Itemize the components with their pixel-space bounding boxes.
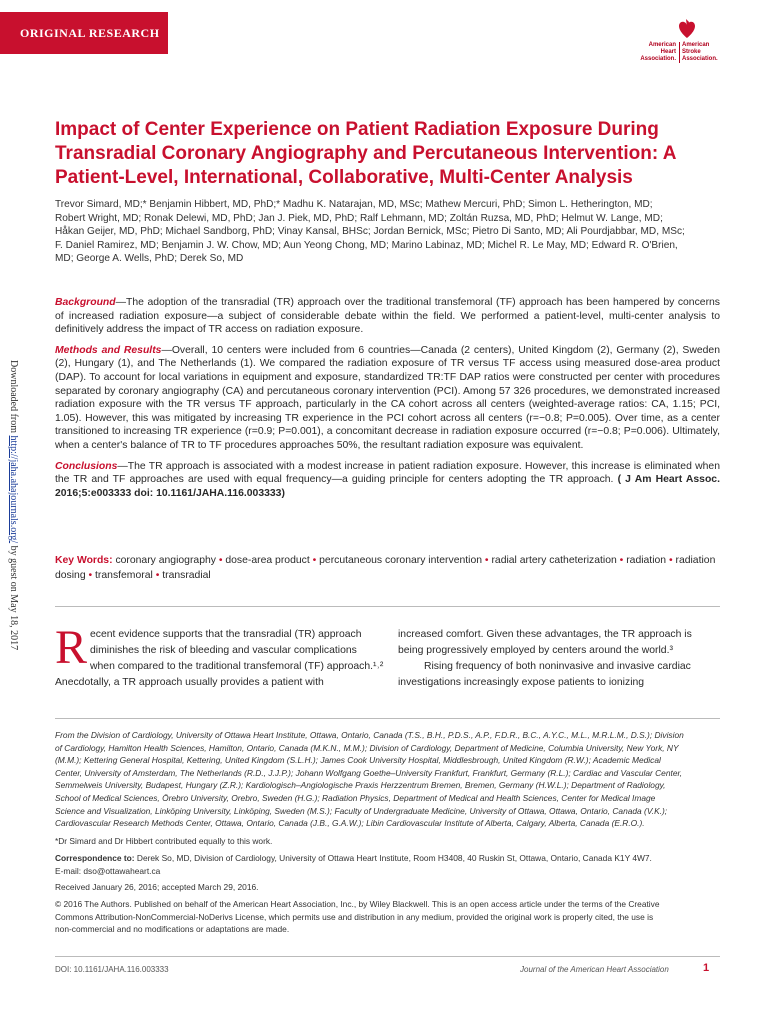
section-banner (0, 12, 168, 54)
keywords: Key Words: coronary angiography • dose-area product • percutaneous coronary intervention • radial artery catheterization • radiation • radiation dosing • transfemoral • transradial (55, 555, 716, 581)
journal-link[interactable]: http://jaha.ahajournals.org/ (8, 435, 19, 544)
download-stamp: Downloaded from http://jaha.ahajournals.org/ by guest on May 18, 2017 (8, 360, 19, 651)
divider (55, 718, 720, 719)
divider (55, 956, 720, 957)
logo-stroke-text: American Stroke Association. (682, 42, 718, 62)
logo-heart-text: American Heart Association. (640, 42, 676, 62)
banner-label: ORIGINAL RESEARCH (20, 26, 160, 40)
equal-contribution-note: *Dr Simard and Dr Hibbert contributed equally to this work. (55, 836, 273, 846)
email[interactable]: E-mail: dso@ottawaheart.ca (55, 865, 161, 876)
article-title: Impact of Center Experience on Patient Radiation Exposure During Transradial Coronary Angiography and Percutaneous Intervention: A Patient-Level, International, Collaborative, Multi-Center Analysis (55, 119, 677, 188)
heart-torch-icon (667, 18, 707, 42)
affiliations: From the Division of Cardiology, University of Ottawa Heart Institute, Ottawa, Ontario, Canada (T.S., B.H., P.D.S., A.P., F.D.R., B.C., A.Y.C., M.L., M.R.L.M., D.S.); Division of Cardiology, Hamilton Health Sciences, Hamilton, Ontario, Canada (M.K.N., M.M.); Division of Cardiology, Department of Medicine, Columbia University, New York, NY (M.M.); Kettering General Hospital, Kettering, United Kingdom (S.L.H.); James Cook University Hospital, Middlesbrough, United Kingdom (R.W.); Academic Medical Center, University of Amsterdam, The Netherlands (R.D., J.J.P.); Johann Wolfgang Goethe–University Frankfurt, Frankfurt, Germany (R.L.); Cardiac and Vascular Center, Semmelweis University, Budapest, Hungary (Z.R.); Kardiologisch–Angiologische Praxis Herzzentrum Bremen, Bremen, Germany (H.W.L.); Department of Radiology, School of Medical Sciences, Örebro University, Orebro, Sweden (H.G.); Radiation Physics, Department of Medical and Health Sciences, Center for Medical Image Science and Visualization, Linköping University, Linköping, Sweden (M.S.); Faculty of Undergraduate Medicine, University of Ottawa, Ottawa, Ontario, Canada (V.K.); Cardiovascular Research Methods Center, Ottawa, Ontario, Canada (J.B., G.A.W.); Libin Cardiovascular Institute of Alberta, Calgary, Alberta, Canada (E.R.O.). (55, 730, 684, 829)
abstract-conclusions: Conclusions—The TR approach is associated with a modest increase in patient radiation exposure. However, this increase is eliminated when the TR and TF approaches are used with equal frequency—a guiding principle for centers adopting the TR approach. ( J Am Heart Assoc. 2016;5:e003333 doi: 10.1161/JAHA.116.003333) (55, 460, 720, 499)
footer-doi: DOI: 10.1161/JAHA.116.003333 (55, 965, 169, 974)
body-column-left: R ecent evidence supports that the transradial (TR) approach diminishes the risk of bleeding and vascular complications when compared to the traditional transfemoral (TF) approach.¹˒² Anecdotally, a TR approach usually provides a patient with (55, 621, 384, 688)
body-column-right: increased comfort. Given these advantages, the TR approach is being progressively employed by centers around the world.³ Rising frequency of both noninvasive and invasive cardiac investigations increasingly expose patients to ionizing (398, 629, 692, 688)
citation: ( J Am Heart Assoc. 2016;5:e003333 doi: 10.1161/JAHA.116.003333) (55, 474, 720, 499)
footer-journal: Journal of the American Heart Association (520, 965, 669, 974)
license: © 2016 The Authors. Published on behalf of the American Heart Association, Inc., by Wiley Blackwell. This is an open access article under the terms of the Creative Commons Attribution-NonCommercial-NoDerivs License, which permits use and distribution in any medium, provided the original work is properly cited, the use is non-commercial and no modifications or adaptations are made. (55, 899, 660, 935)
logo-divider (679, 42, 680, 63)
author-list: Trevor Simard, MD;* Benjamin Hibbert, MD, PhD;* Madhu K. Natarajan, MD, MSc; Mathew Mercuri, PhD; Simon L. Hetherington, MD; Robert Wright, MD; Ronak Delewi, MD, PhD; Jan J. Piek, MD, PhD; Ralf Lehmann, MD; Zoltán Ruzsa, MD, PhD; Helmut W. Lange, MD; Håkan Geijer, MD, PhD; Michael Sandborg, PhD; Vinay Kansal, BHSc; Jordan Bernick, MSc; Pietro Di Santo, MD; Ali Pourdjabbar, MD, MSc; F. Daniel Ramirez, MD; Benjamin J. W. Chow, MD; Aun Yeong Chong, MD; Marino Labinaz, MD; Michel R. Le May, MD; Edward R. O'Brien, MD; George A. Wells, PhD; Derek So, MD (55, 199, 685, 265)
abstract-background: Background—The adoption of the transradial (TR) approach over the traditional transfemoral (TF) approach has been hampered by concerns of increased radiation exposure—a subject of considerable debate within the field. We performed a patient-level, multi-center analysis to definitively address the impact of TR access on radiation exposure. (55, 297, 720, 336)
page-number: 1 (703, 962, 710, 974)
received-dates: Received January 26, 2016; accepted March 29, 2016. (55, 882, 259, 892)
correspondence: Correspondence to: Derek So, MD, Division of Cardiology, University of Ottawa Heart Institute, Room H3408, 40 Ruskin St, Ottawa, Ontario, Canada K1Y 4W7. E-mail: dso@ottawaheart.ca (55, 852, 720, 877)
abstract (55, 296, 720, 507)
aha-asa-logo (622, 18, 752, 68)
abstract-methods: Methods and Results—Overall, 10 centers were included from 6 countries—Canada (2 centers), United Kingdom (2), Germany (2), Sweden (2), Hungary (1), and The Netherlands (1). We compared the radiation exposure of TR versus TF access using measured dose-area product (DAP). To account for local variations in equipment and exposure, standardized TR:TF DAP ratios were constructed per center with procedures separated by coronary angiography (CA) and percutaneous coronary intervention (PCI). Among 57 326 procedures, we demonstrated increased radiation exposure with the TR versus TF approach, particularly in the CA cohort across all centers (weighted-average ratios: CA, 1.15; PCI, 1.05). However, this was mitigated by increasing TR experience in the PCI cohort across all centers (r=−0.8; P=0.005). Over time, as a center transitioned to increasing TR experience (r=0.9; P=0.001), a concomitant decrease in radiation exposure occurred (r=−0.8; P=0.006). Ultimately, when a center's balance of TR to TF procedures approaches 50%, the resultant radiation exposure was equivalent. (55, 344, 720, 451)
divider (55, 606, 720, 607)
drop-cap: R (55, 621, 88, 674)
